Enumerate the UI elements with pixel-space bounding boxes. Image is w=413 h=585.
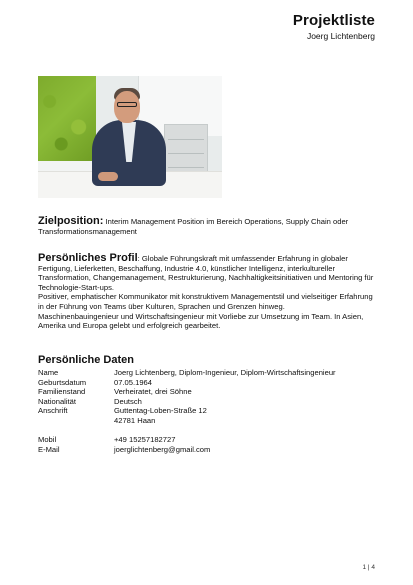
page-number: 1 | 4 (362, 564, 375, 571)
moss-wall (38, 76, 96, 161)
profile-paragraph-1: : Globale Führungskraft mit umfassender Erfahrung in globaler Fertigung, Lieferketten, Beschaffung, Industrie 4.0, künstlicher Intelligenz, interkultureller Transformation, Changemanagement, Restrukturierung, Nachhaltigkeitsinitiativen und Mentoring für Technologie-Start-ups. (38, 254, 374, 292)
page-title: Projektliste (292, 12, 375, 29)
data-row-email: E-Mail joerglichtenberg@gmail.com (38, 444, 211, 454)
data-row-address: Anschrift Guttentag-Loben-Straße 12 (38, 406, 207, 416)
profile-paragraph-2: Positiver, emphatischer Kommunikator mit konstruktivem Managementstil und vielseitiger Erfahrung in der Führung von Teams über Kulturen, Sprachen und Grenzen hinweg. (38, 292, 373, 311)
target-position-text: Interim Management Position im Bereich Operations, Supply Chain oder Transformationsmanagement (38, 217, 349, 236)
target-position-label: Zielposition: (38, 215, 104, 227)
profile-paragraph-3: Maschinenbauingenieur und Wirtschaftsingenieur mit Vorliebe zur Umsetzung im Team. In Asien, Amerika und Europa gelebt und erfolgreich gearbeitet. (38, 311, 364, 331)
target-position (38, 216, 378, 237)
personal-profile (38, 254, 378, 331)
personal-data-list (38, 368, 336, 454)
data-row-address-city: 42781 Haan (114, 415, 156, 425)
profile-label: Persönliches Profil (38, 252, 138, 264)
data-row-mobile: Mobil +49 15257182727 (38, 435, 176, 445)
personal-data-title: Persönliche Daten (38, 354, 134, 366)
data-row-family: Familienstand Verheiratet, drei Söhne (38, 387, 192, 397)
data-row-nationality: Nationalität Deutsch (38, 396, 142, 406)
data-row-birthdate: Geburtsdatum 07.05.1964 (38, 377, 153, 387)
data-row-name: Name Joerg Lichtenberg, Diplom-Ingenieur, Diplom-Wirtschaftsingenieur (38, 368, 336, 377)
email-link[interactable]: joerglichtenberg@gmail.com (114, 444, 211, 454)
portrait-photo (38, 76, 222, 198)
author-name: Joerg Lichtenberg (306, 31, 375, 41)
